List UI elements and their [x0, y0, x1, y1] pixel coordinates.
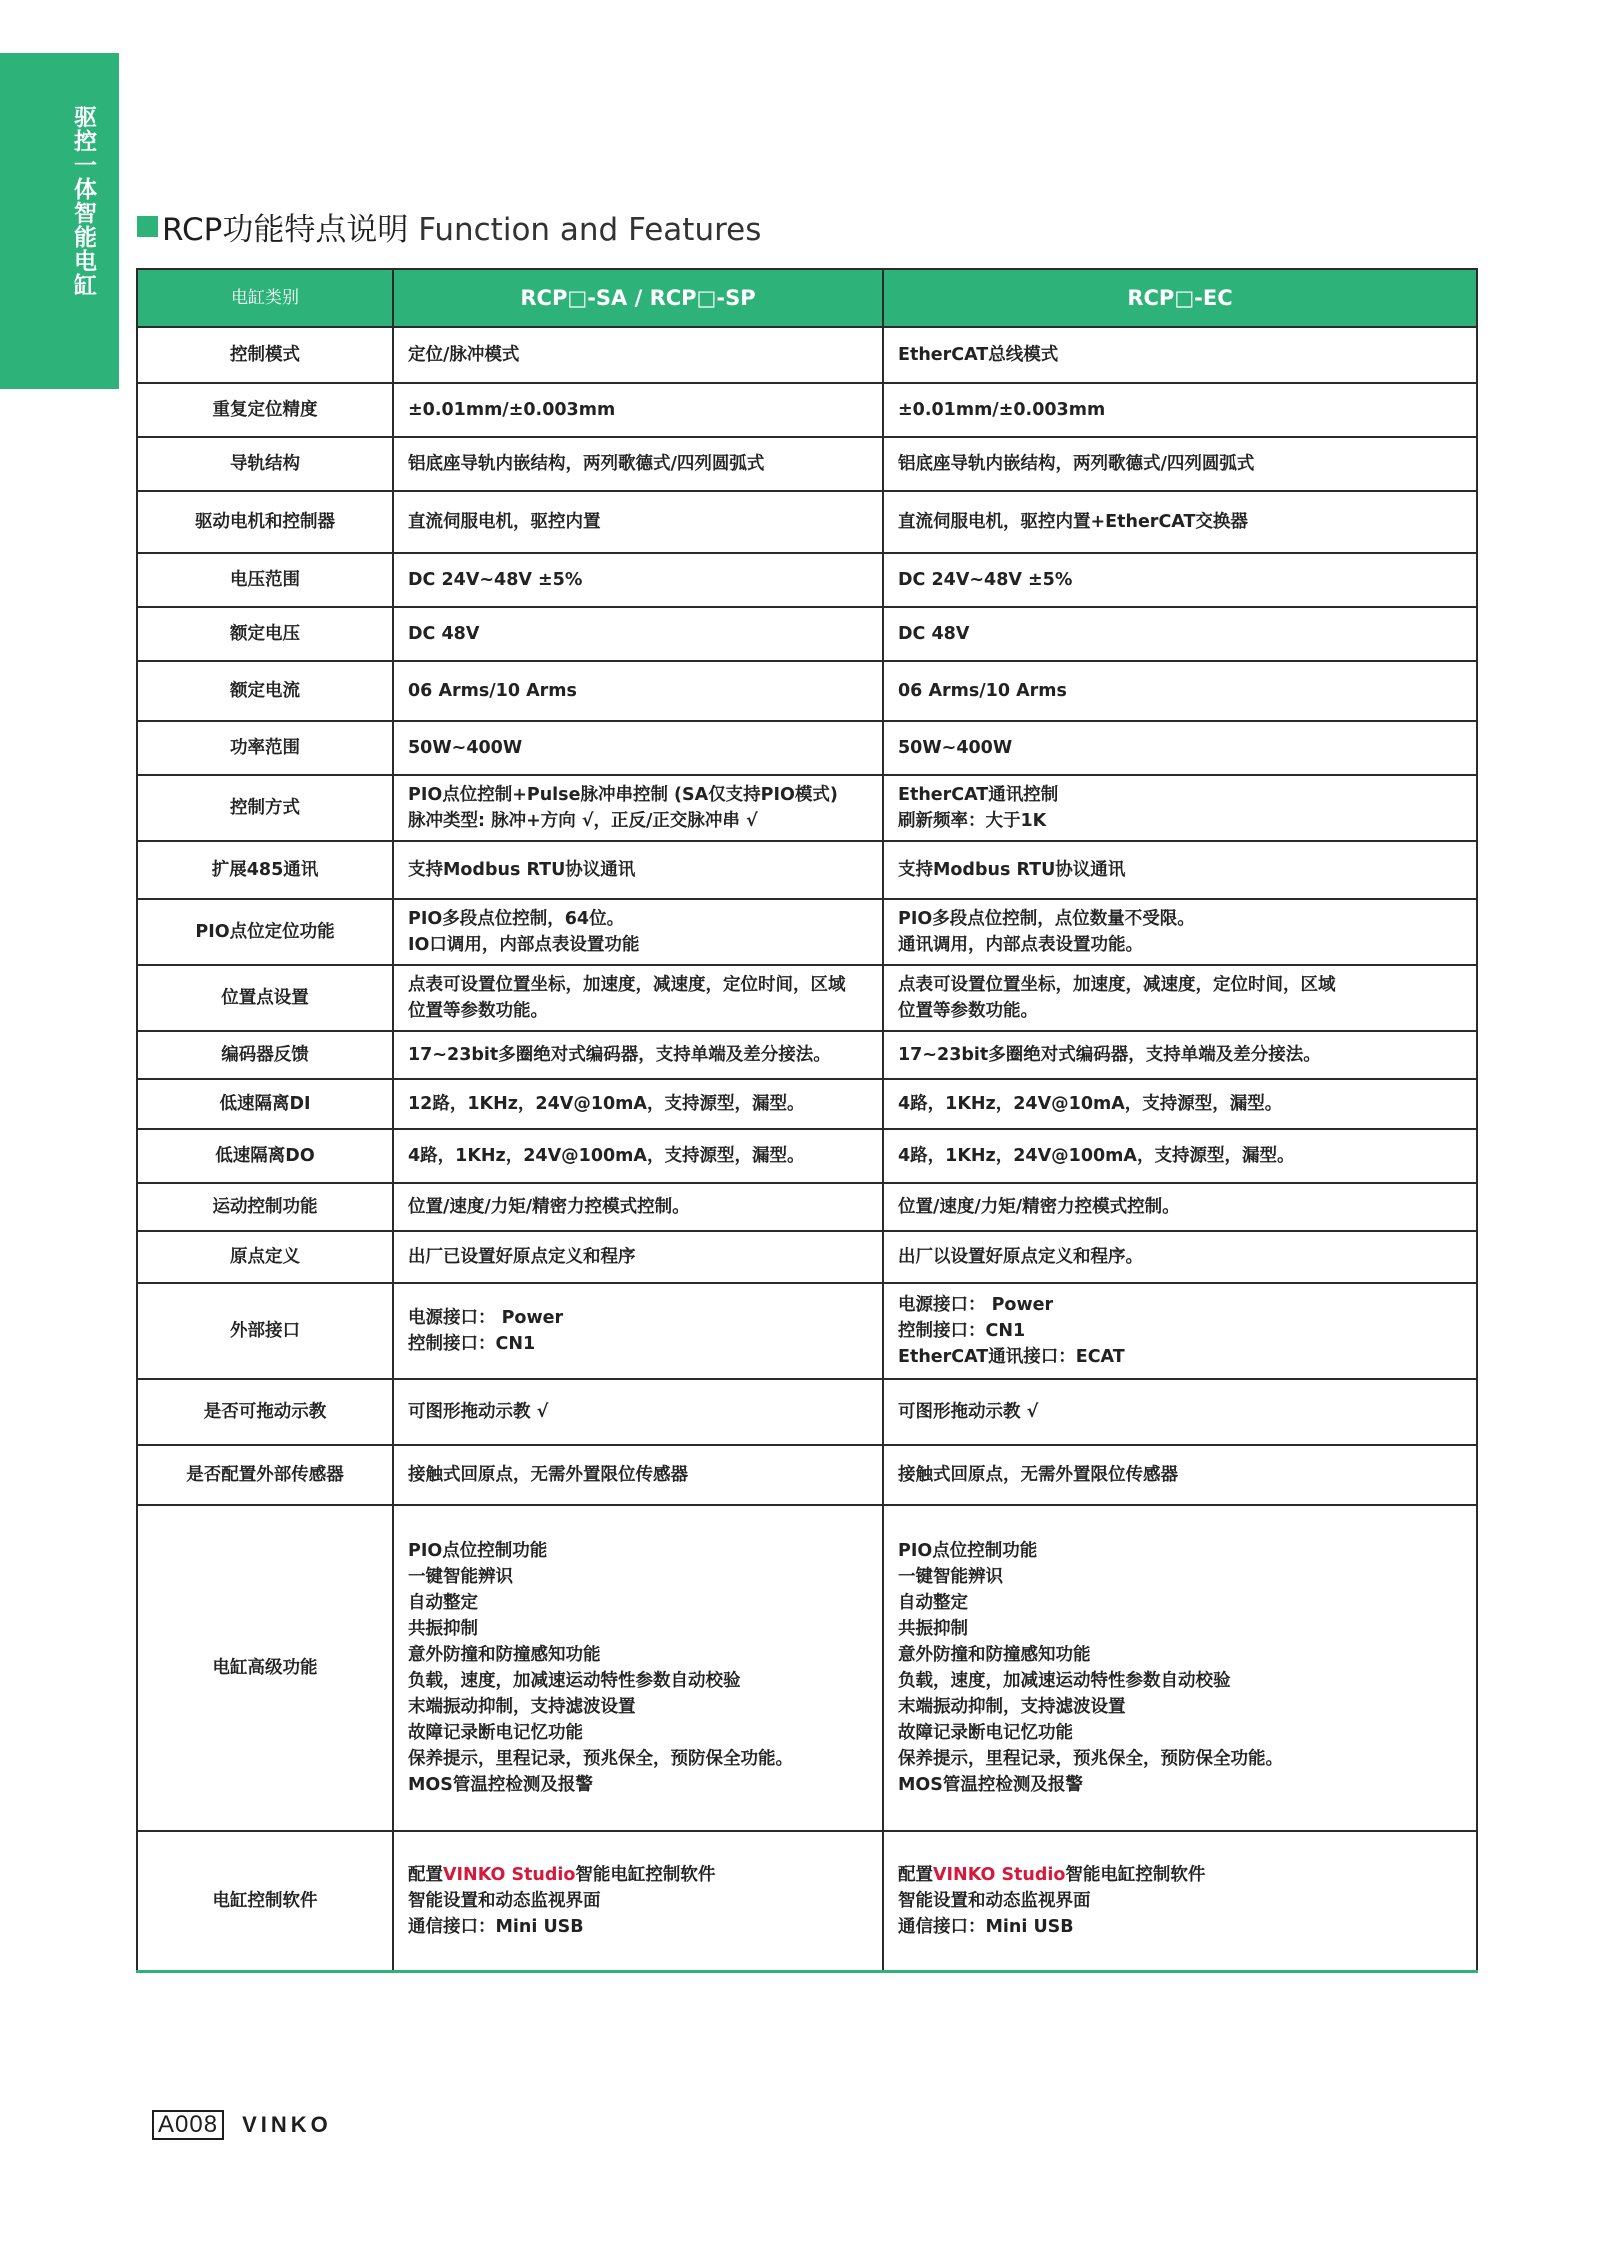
cell-a	[393, 1129, 883, 1183]
row-label: 是否可拖动示教	[137, 1379, 393, 1445]
cell-line: 通信接口：Mini USB	[408, 1916, 584, 1937]
cell-line: 负载，速度，加减速运动特性参数自动校验	[898, 1671, 1231, 1691]
table-row	[137, 1445, 1477, 1505]
table-row	[137, 1031, 1477, 1079]
cell-a	[393, 553, 883, 607]
cell-a	[393, 1079, 883, 1129]
row-label: 功率范围	[137, 721, 393, 775]
cell-b	[883, 437, 1477, 491]
cell-b	[883, 1283, 1477, 1379]
cell-b	[883, 383, 1477, 437]
cell-a	[393, 899, 883, 965]
cell-line: 智能设置和动态监视界面	[898, 1890, 1091, 1911]
row-label: 低速隔离DI	[137, 1079, 393, 1129]
cell-line: PIO多段点位控制，点位数量不受限。	[898, 909, 1195, 929]
cell-line: 铝底座导轨内嵌结构，两列歌德式/四列圆弧式	[408, 454, 765, 474]
cell-line: 故障记录断电记忆功能	[898, 1723, 1073, 1743]
cell-a	[393, 661, 883, 721]
cell-line: 意外防撞和防撞感知功能	[898, 1645, 1091, 1665]
table-row	[137, 1231, 1477, 1283]
software-prefix: 配置	[898, 1864, 933, 1885]
cell-line: MOS管温控检测及报警	[898, 1775, 1083, 1795]
cell-line: 电源接口： Power	[898, 1295, 1054, 1315]
row-label: 电缸控制软件	[137, 1831, 393, 1971]
cell-a	[393, 491, 883, 553]
row-label: 电缸高级功能	[137, 1505, 393, 1831]
row-label: 外部接口	[137, 1283, 393, 1379]
cell-line: 06 Arms/10 Arms	[898, 681, 1067, 701]
cell-line: 一键智能辨识	[898, 1567, 1003, 1587]
software-line	[408, 1862, 868, 1888]
cell-line: 智能设置和动态监视界面	[408, 1890, 601, 1911]
cell-line: DC 48V	[408, 624, 480, 644]
table-row	[137, 607, 1477, 661]
cell-line: 支持Modbus RTU协议通讯	[898, 860, 1126, 880]
cell-a	[393, 721, 883, 775]
row-label: 重复定位精度	[137, 383, 393, 437]
cell-line: 点表可设置位置坐标，加速度，减速度，定位时间，区域	[898, 975, 1336, 995]
cell-line: 脉冲类型: 脉冲+方向 √，正反/正交脉冲串 √	[408, 811, 758, 831]
table-row	[137, 1079, 1477, 1129]
cell-line: DC 24V~48V ±5%	[408, 570, 583, 590]
cell-a	[393, 1379, 883, 1445]
software-prefix: 配置	[408, 1864, 443, 1885]
row-label: 位置点设置	[137, 965, 393, 1031]
cell-b	[883, 1031, 1477, 1079]
cell-line: 电源接口： Power	[408, 1308, 564, 1328]
cell-line: 06 Arms/10 Arms	[408, 681, 577, 701]
cell-line: 负载，速度，加减速运动特性参数自动校验	[408, 1671, 741, 1691]
cell-a	[393, 1445, 883, 1505]
cell-line: 4路，1KHz，24V@100mA，支持源型，漏型。	[408, 1146, 805, 1166]
table-row	[137, 1831, 1477, 1971]
cell-b	[883, 1379, 1477, 1445]
cell-line: 出厂已设置好原点定义和程序	[408, 1247, 636, 1267]
table-row	[137, 721, 1477, 775]
cell-a	[393, 1231, 883, 1283]
cell-line: 末端振动抑制，支持滤波设置	[408, 1697, 636, 1717]
table-row	[137, 437, 1477, 491]
table-row	[137, 1283, 1477, 1379]
cell-b	[883, 899, 1477, 965]
cell-b	[883, 1445, 1477, 1505]
cell-line: PIO多段点位控制，64位。	[408, 909, 625, 929]
cell-line: PIO点位控制+Pulse脉冲串控制 (SA仅支持PIO模式)	[408, 785, 838, 805]
cell-line: 可图形拖动示教 √	[408, 1402, 549, 1422]
cell-line: ±0.01mm/±0.003mm	[408, 400, 616, 420]
table-row	[137, 327, 1477, 383]
software-brand: VINKO Studio	[933, 1864, 1066, 1885]
cell-line: EtherCAT通讯接口：ECAT	[898, 1347, 1125, 1367]
cell-line: 通讯调用，内部点表设置功能。	[898, 935, 1143, 955]
row-label: 编码器反馈	[137, 1031, 393, 1079]
table-row	[137, 965, 1477, 1031]
table-row	[137, 491, 1477, 553]
table-row	[137, 553, 1477, 607]
cell-b	[883, 327, 1477, 383]
cell-b	[883, 1129, 1477, 1183]
cell-b	[883, 1231, 1477, 1283]
cell-line: 位置等参数功能。	[408, 1001, 548, 1021]
cell-line: 位置等参数功能。	[898, 1001, 1038, 1021]
cell-line: 点表可设置位置坐标，加速度，减速度，定位时间，区域	[408, 975, 846, 995]
cell-line: 接触式回原点，无需外置限位传感器	[408, 1465, 688, 1485]
cell-line: 保养提示，里程记录，预兆保全，预防保全功能。	[898, 1749, 1283, 1769]
cell-line: 可图形拖动示教 √	[898, 1402, 1039, 1422]
cell-a	[393, 437, 883, 491]
cell-line: DC 48V	[898, 624, 970, 644]
cell-line: PIO点位控制功能	[898, 1541, 1038, 1561]
title-square-icon	[137, 216, 158, 237]
cell-a	[393, 1283, 883, 1379]
header-col-a: RCP□-SA / RCP□-SP	[393, 269, 883, 327]
software-suffix: 智能电缸控制软件	[575, 1864, 716, 1885]
row-label: 额定电压	[137, 607, 393, 661]
software-brand: VINKO Studio	[443, 1864, 576, 1885]
row-label: 额定电流	[137, 661, 393, 721]
cell-a	[393, 1183, 883, 1231]
cell-b	[883, 1505, 1477, 1831]
table-row	[137, 1183, 1477, 1231]
row-label: PIO点位定位功能	[137, 899, 393, 965]
cell-line: 自动整定	[408, 1593, 478, 1613]
cell-line: EtherCAT总线模式	[898, 345, 1059, 365]
cell-b	[883, 491, 1477, 553]
row-label: 控制模式	[137, 327, 393, 383]
cell-line: EtherCAT通讯控制	[898, 785, 1059, 805]
cell-b	[883, 1183, 1477, 1231]
cell-b	[883, 553, 1477, 607]
footer-brand: VINKO	[242, 2112, 332, 2137]
cell-a	[393, 1031, 883, 1079]
cell-line: PIO点位控制功能	[408, 1541, 548, 1561]
cell-line: 50W~400W	[898, 738, 1013, 758]
cell-b	[883, 1831, 1477, 1971]
section-title	[137, 206, 761, 246]
cell-line: 保养提示，里程记录，预兆保全，预防保全功能。	[408, 1749, 793, 1769]
cell-line: 自动整定	[898, 1593, 968, 1613]
cell-line: IO口调用，内部点表设置功能	[408, 935, 640, 955]
cell-a	[393, 1505, 883, 1831]
row-label: 是否配置外部传感器	[137, 1445, 393, 1505]
cell-line: 出厂以设置好原点定义和程序。	[898, 1247, 1143, 1267]
cell-b	[883, 775, 1477, 841]
cell-line: 位置/速度/力矩/精密力控模式控制。	[898, 1197, 1180, 1217]
cell-line: MOS管温控检测及报警	[408, 1775, 593, 1795]
cell-b	[883, 841, 1477, 899]
table-row	[137, 1129, 1477, 1183]
cell-line: 直流伺服电机，驱控内置	[408, 512, 601, 532]
table-row	[137, 383, 1477, 437]
cell-line: DC 24V~48V ±5%	[898, 570, 1073, 590]
section-title-cn: RCP功能特点说明	[162, 211, 409, 248]
table-row	[137, 841, 1477, 899]
cell-line: 故障记录断电记忆功能	[408, 1723, 583, 1743]
section-title-en: Function and Features	[418, 211, 762, 248]
cell-line: 共振抑制	[898, 1619, 968, 1639]
table-row	[137, 1505, 1477, 1831]
cell-a	[393, 775, 883, 841]
cell-line: 50W~400W	[408, 738, 523, 758]
cell-line: 末端振动抑制，支持滤波设置	[898, 1697, 1126, 1717]
table-header-row	[137, 269, 1477, 327]
row-label: 运动控制功能	[137, 1183, 393, 1231]
cell-b	[883, 607, 1477, 661]
row-label: 导轨结构	[137, 437, 393, 491]
cell-line: 直流伺服电机，驱控内置+EtherCAT交换器	[898, 512, 1248, 532]
cell-line: 支持Modbus RTU协议通讯	[408, 860, 636, 880]
cell-b	[883, 721, 1477, 775]
cell-a	[393, 841, 883, 899]
row-label: 控制方式	[137, 775, 393, 841]
side-tab	[0, 53, 119, 389]
cell-line: 定位/脉冲模式	[408, 345, 520, 365]
table-row	[137, 899, 1477, 965]
table-row	[137, 775, 1477, 841]
software-suffix: 智能电缸控制软件	[1065, 1864, 1206, 1885]
row-label: 低速隔离DO	[137, 1129, 393, 1183]
cell-line: 刷新频率：大于1K	[898, 811, 1047, 831]
page-number: A008	[152, 2110, 224, 2140]
cell-line: 铝底座导轨内嵌结构，两列歌德式/四列圆弧式	[898, 454, 1255, 474]
table-row	[137, 661, 1477, 721]
row-label: 驱动电机和控制器	[137, 491, 393, 553]
row-label: 扩展485通讯	[137, 841, 393, 899]
cell-a	[393, 1831, 883, 1971]
cell-b	[883, 661, 1477, 721]
row-label: 原点定义	[137, 1231, 393, 1283]
row-label: 电压范围	[137, 553, 393, 607]
cell-line: 接触式回原点，无需外置限位传感器	[898, 1465, 1178, 1485]
cell-a	[393, 383, 883, 437]
cell-line: 通信接口：Mini USB	[898, 1916, 1074, 1937]
cell-line: 17~23bit多圈绝对式编码器，支持单端及差分接法。	[898, 1045, 1321, 1065]
cell-line: 控制接口：CN1	[898, 1321, 1026, 1341]
cell-line: 意外防撞和防撞感知功能	[408, 1645, 601, 1665]
cell-a	[393, 327, 883, 383]
side-tab-label: 驱控一体智能电缸	[70, 105, 96, 297]
footer	[152, 2110, 332, 2140]
cell-a	[393, 965, 883, 1031]
cell-line: ±0.01mm/±0.003mm	[898, 400, 1106, 420]
cell-a	[393, 607, 883, 661]
cell-line: 17~23bit多圈绝对式编码器，支持单端及差分接法。	[408, 1045, 831, 1065]
cell-line: 4路，1KHz，24V@10mA，支持源型，漏型。	[898, 1094, 1283, 1114]
software-line	[898, 1862, 1462, 1888]
header-label: 电缸类别	[137, 269, 393, 327]
cell-b	[883, 1079, 1477, 1129]
table-row	[137, 1379, 1477, 1445]
header-col-b: RCP□-EC	[883, 269, 1477, 327]
cell-line: 12路，1KHz，24V@10mA，支持源型，漏型。	[408, 1094, 805, 1114]
cell-line: 位置/速度/力矩/精密力控模式控制。	[408, 1197, 690, 1217]
cell-line: 4路，1KHz，24V@100mA，支持源型，漏型。	[898, 1146, 1295, 1166]
table-body	[137, 327, 1477, 1971]
cell-line: 一键智能辨识	[408, 1567, 513, 1587]
cell-line: 共振抑制	[408, 1619, 478, 1639]
spec-table	[136, 268, 1478, 1973]
cell-line: 控制接口：CN1	[408, 1334, 536, 1354]
cell-b	[883, 965, 1477, 1031]
